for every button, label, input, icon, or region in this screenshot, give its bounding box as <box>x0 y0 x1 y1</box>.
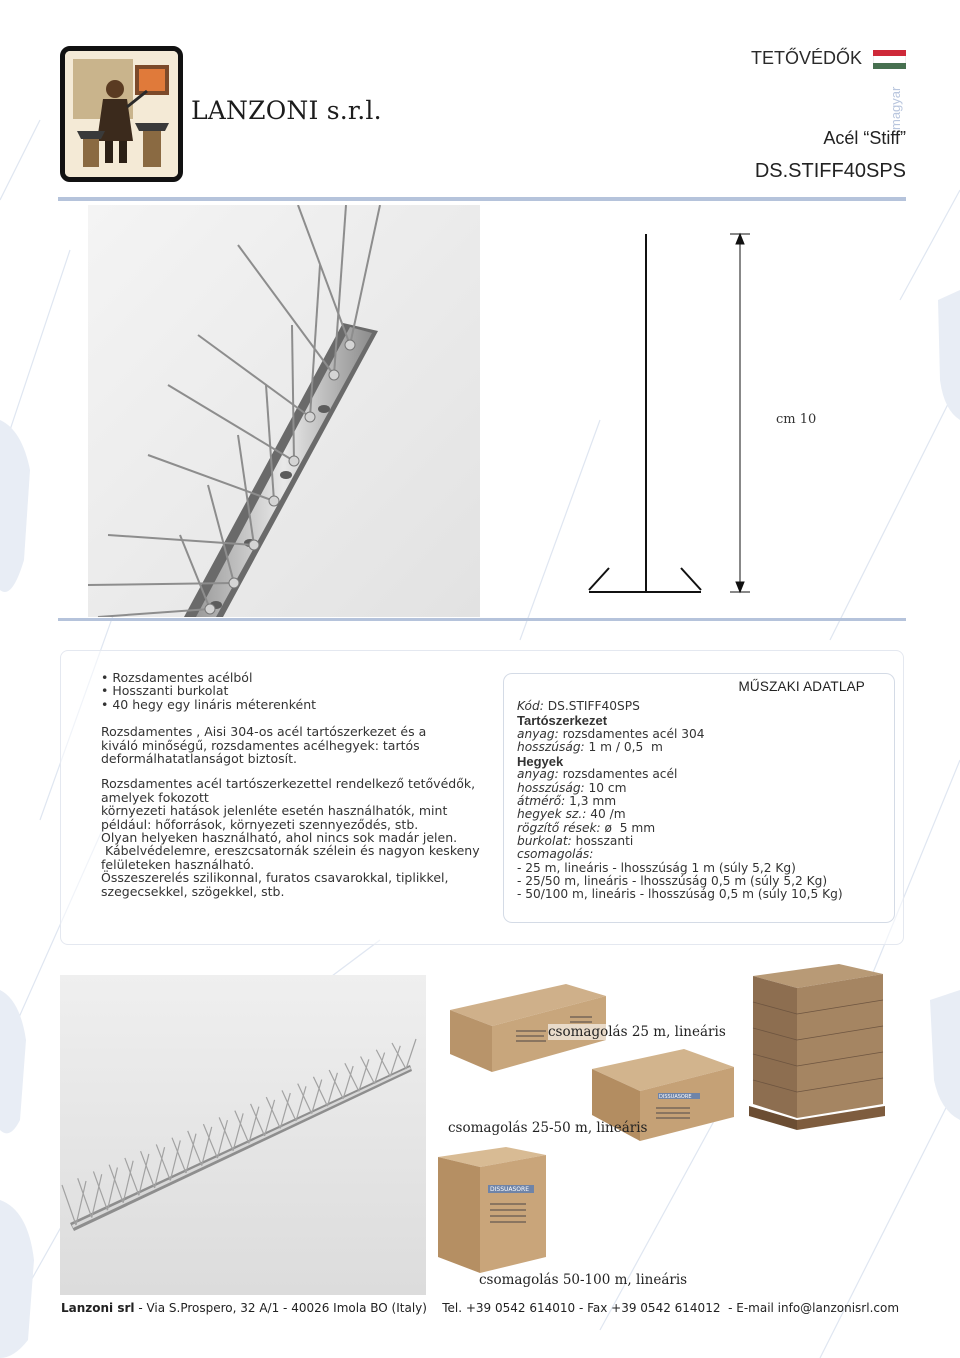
description-paragraph-1: Rozsdamentes , Aisi 304-os acél tartószerkezet és a kiváló minőségű, rozsdamentes acélhegyek: tartós deformálhatatlanságot biztosít. <box>101 724 427 767</box>
header-divider <box>58 197 906 201</box>
product-name: Acél “Stiff” <box>823 128 906 148</box>
feature-bullet: • Rozsdamentes acélból <box>101 670 253 685</box>
spec-frame-heading: Tartószerkezet <box>517 713 608 729</box>
flag-stripe-green <box>873 63 906 69</box>
product-code: DS.STIFF40SPS <box>754 160 906 182</box>
spike-strip-side-photo <box>60 975 426 1295</box>
spec-spike-material: anyag: rozsdamentes acél <box>517 767 678 782</box>
blacksmith-logo-image <box>65 51 178 177</box>
caption-pack-50-100m: csomagolás 50-100 m, lineáris <box>479 1272 688 1288</box>
box-brand-label: DISSUASORE <box>659 1094 692 1100</box>
product-photo <box>88 205 480 617</box>
category-title: TETŐVÉDŐK <box>750 48 862 68</box>
box-50-100m-image <box>436 1145 548 1275</box>
spec-spikes-heading: Hegyek <box>517 754 564 770</box>
spec-sheet-title: MŰSZAKI ADATLAP <box>738 679 865 694</box>
language-label: magyar <box>888 86 903 130</box>
product-description <box>101 671 496 898</box>
spec-fixing-holes: rögzítő rések: ø 5 mm <box>517 820 656 835</box>
footer-details: - Via S.Prospero, 32 A/1 - 40026 Imola BO (Italy) Tel. +39 0542 614010 - Fax +39 0542 614012 - E-mail info@lanzonisrl.com <box>134 1301 900 1315</box>
company-name: LANZONI s.r.l. <box>191 96 382 125</box>
spec-frame-material: anyag: rozsdamentes acél 304 <box>517 726 705 741</box>
feature-bullet: • Hosszanti burkolat <box>101 683 229 699</box>
footer-contact <box>0 1301 960 1315</box>
spec-packaging-line: - 25/50 m, lineáris - lhosszúság 0,5 m (súly 5,2 Kg) <box>517 873 828 888</box>
section-divider <box>58 618 906 621</box>
caption-pack-25m: csomagolás 25 m, lineáris <box>548 1024 726 1040</box>
footer-company: Lanzoni srl <box>60 1301 135 1315</box>
description-paragraph-2: Rozsdamentes acél tartószerkezettel rendelkező tetővédők, amelyek fokozott környezeti hatások jelenléte esetén használhatók, mint például: hőforrások, környezeti szennyeződés, stb. Olyan helyeken használható, ahol nincs sok madár jelen. Kábelvédelemre, ereszcsatornák szélein és nagyon keskeny felületeken használható. Összeszerelés szilikonnal, furatos csavarokkal, tiplikkel, szegecsekkel, szögekkel, stb. <box>101 776 480 899</box>
spec-spike-count: hegyek sz.: 40 /m <box>517 807 626 822</box>
dimension-label: cm 10 <box>776 412 817 427</box>
spec-packaging-line: - 25 m, lineáris - lhosszúság 1 m (súly 5,2 Kg) <box>517 860 796 875</box>
spec-packaging-label: csomagolás: <box>517 847 594 862</box>
company-logo <box>60 46 183 182</box>
hungarian-flag-icon[interactable] <box>873 50 906 69</box>
spec-spike-length: hosszúság: 10 cm <box>517 780 627 795</box>
spike-strip-photo-bottom <box>60 975 426 1295</box>
caption-pack-25-50m: csomagolás 25-50 m, lineáris <box>448 1120 648 1136</box>
spike-strip-photo <box>88 205 480 617</box>
box-brand-label: DISSUASORE <box>490 1186 529 1193</box>
spec-diameter: átmérő: 1,3 mm <box>517 794 617 809</box>
feature-bullet: • 40 hegy egy lináris méterenként <box>101 696 317 712</box>
spec-sheet-body <box>517 700 887 901</box>
spec-code-row: Kód: DS.STIFF40SPS <box>517 699 640 713</box>
spec-cover: burkolat: hosszanti <box>517 833 634 848</box>
spec-packaging-line: - 50/100 m, lineáris - lhosszúság 0,5 m (súly 10,5 Kg) <box>517 887 843 902</box>
dimension-drawing <box>585 228 765 598</box>
pallet-image <box>743 962 885 1132</box>
spec-frame-length: hosszúság: 1 m / 0,5 m <box>517 739 663 754</box>
